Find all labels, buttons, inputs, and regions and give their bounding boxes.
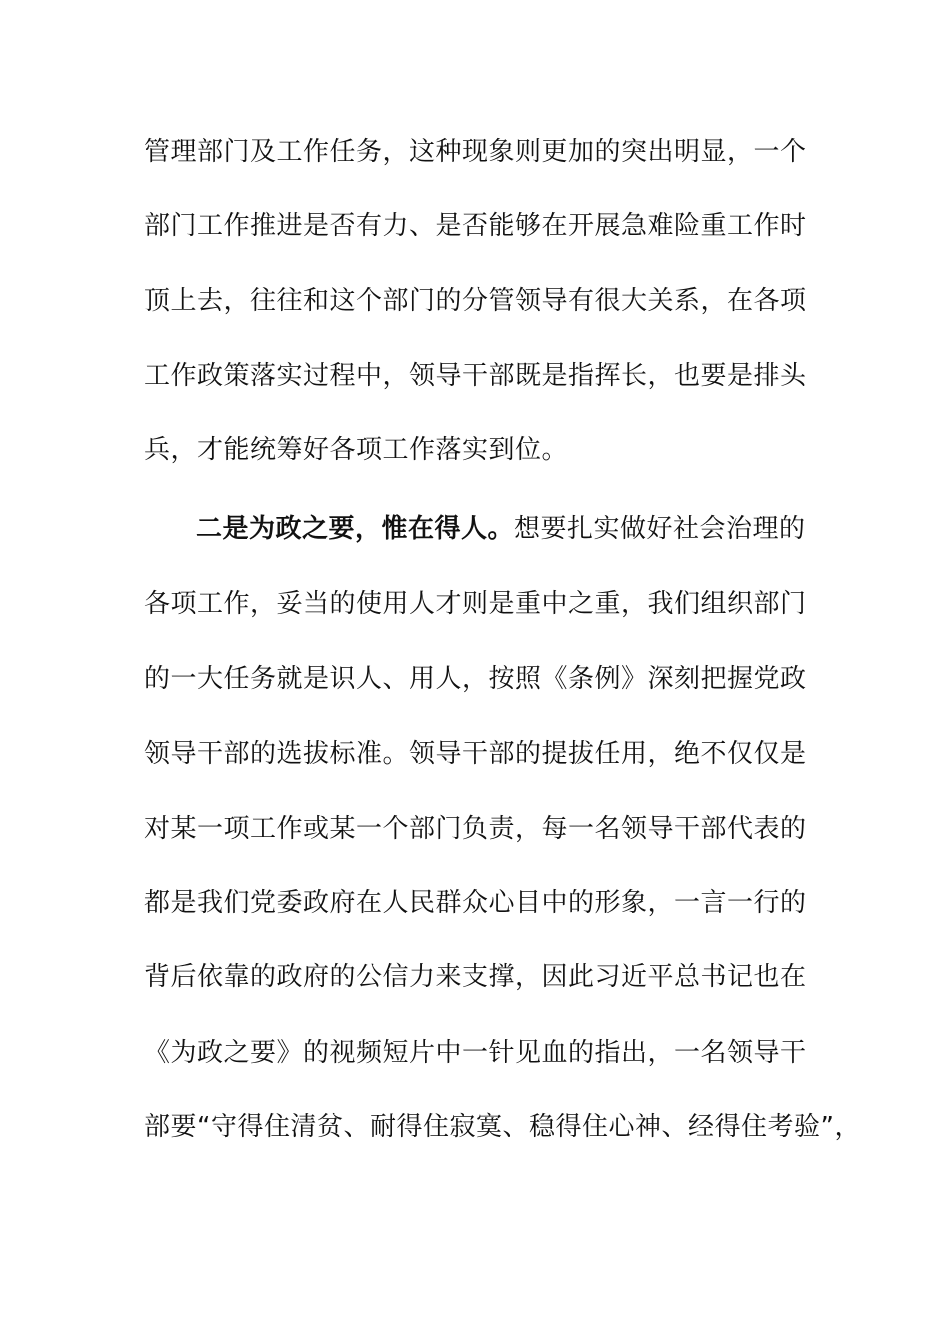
paragraph-line: 对某一项工作或某一个部门负责，每一名领导干部代表的 — [144, 814, 807, 844]
paragraph-line: 领导干部的选拔标准。领导干部的提拔任用，绝不仅仅是 — [144, 739, 807, 769]
paragraph-line: 顶上去，往往和这个部门的分管领导有很大关系，在各项 — [144, 286, 807, 316]
paragraph-line: 各项工作，妥当的使用人才则是重中之重，我们组织部门 — [144, 589, 807, 619]
paragraph-line: 部门工作推进是否有力、是否能够在开展急难险重工作时 — [144, 211, 807, 241]
paragraph-line: 管理部门及工作任务，这种现象则更加的突出明显，一个 — [144, 137, 807, 167]
paragraph-line: 都是我们党委政府在人民群众心目中的形象，一言一行的 — [144, 888, 807, 918]
paragraph-line: 的一大任务就是识人、用人，按照《条例》深刻把握党政 — [144, 664, 807, 694]
section-heading: 二是为政之要，惟在得人。 — [196, 514, 515, 544]
paragraph-line: 兵，才能统筹好各项工作落实到位。 — [144, 435, 569, 465]
paragraph-text: 想要扎实做好社会治理的 — [514, 514, 806, 544]
paragraph-line: 工作政策落实过程中，领导干部既是指挥长，也要是排头 — [144, 361, 807, 391]
paragraph-line: 部要“守得住清贫、耐得住寂寞、稳得住心神、经得住考验”， — [144, 1112, 861, 1142]
paragraph-first-line — [196, 509, 836, 549]
paragraph-line: 背后依靠的政府的公信力来支撑，因此习近平总书记也在 — [144, 962, 807, 992]
paragraph-line: 《为政之要》的视频短片中一针见血的指出，一名领导干 — [144, 1038, 807, 1068]
